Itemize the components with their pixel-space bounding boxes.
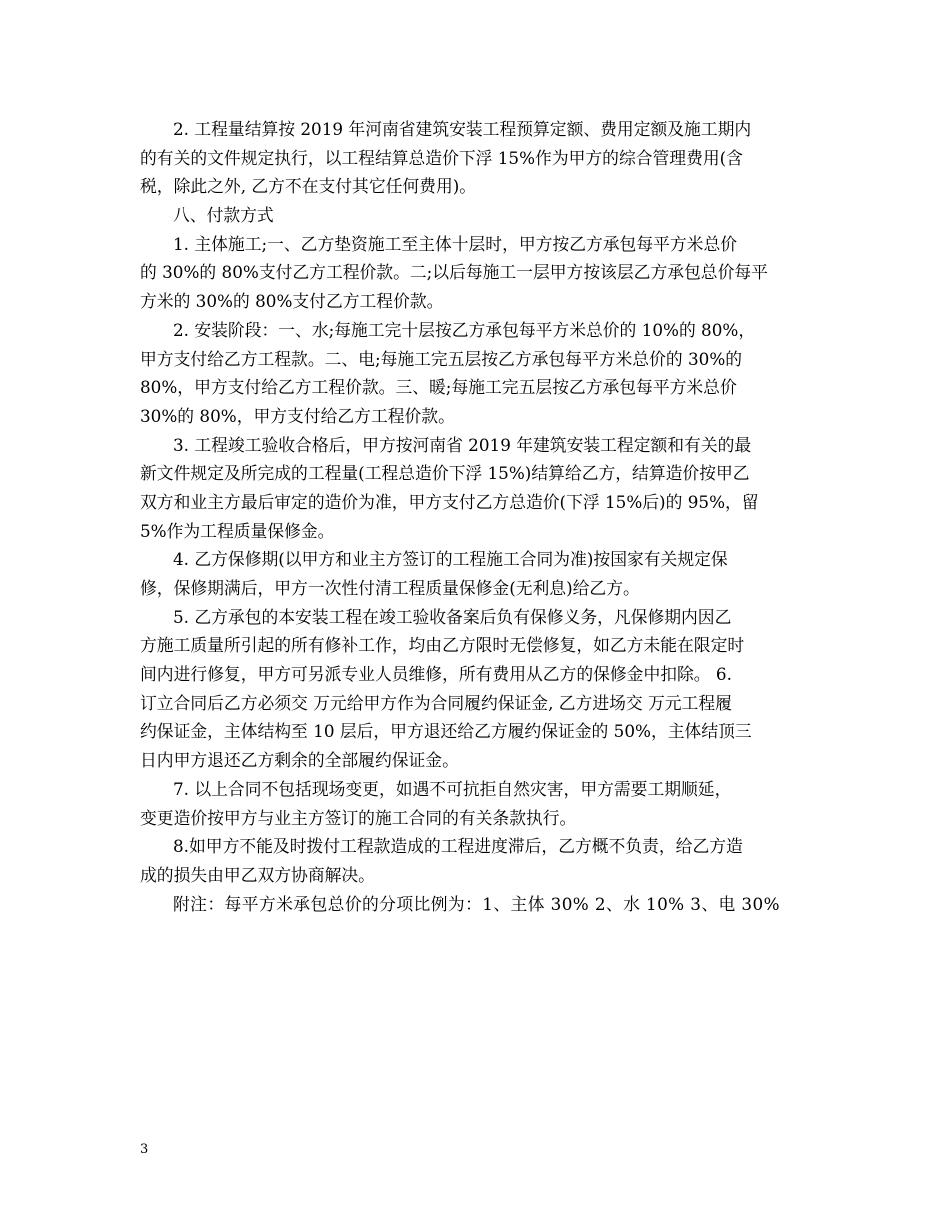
paragraph-line: 5%作为工程质量保修金。 xyxy=(140,520,335,541)
paragraph-line: 5. 乙方承包的本安装工程在竣工验收备案后负有保修义务，凡保修期内因乙 xyxy=(173,606,732,627)
paragraph-line: 3. 工程竣工验收合格后，甲方按河南省 2019 年建筑安装工程定额和有关的最 xyxy=(173,434,752,455)
paragraph-line: 4. 乙方保修期(以甲方和业主方签订的工程施工合同为准)按国家有关规定保 xyxy=(173,549,728,570)
paragraph-line: 30%的 80%，甲方支付给乙方工程价款。 xyxy=(140,405,455,426)
paragraph-line: 日内甲方退还乙方剩余的全部履约保证金。 xyxy=(140,750,459,771)
paragraph-line: 附注：每平方米承包总价的分项比例为：1、主体 30% 2、水 10% 3、电 30% xyxy=(173,893,780,914)
paragraph-line: 双方和业主方最后审定的造价为准，甲方支付乙方总造价(下浮 15%后)的 95%，留 xyxy=(140,491,759,512)
paragraph-line: 方施工质量所引起的所有修补工作，均由乙方限时无偿修复，如乙方未能在限定时 xyxy=(140,635,745,656)
paragraph-line: 8.如甲方不能及时拨付工程款造成的工程进度滞后，乙方概不负责，给乙方造 xyxy=(173,836,743,857)
paragraph-line: 方米的 30%的 80%支付乙方工程价款。 xyxy=(140,291,444,312)
paragraph-line: 7. 以上合同不包括现场变更，如遇不可抗拒自然灾害，甲方需要工期顺延， xyxy=(173,778,732,799)
paragraph-line: 订立合同后乙方必须交 万元给甲方作为合同履约保证金, 乙方进场交 万元工程履 xyxy=(140,692,732,713)
paragraph-line: 间内进行修复，甲方可另派专业人员维修，所有费用从乙方的保修金中扣除。 6. xyxy=(140,664,732,685)
paragraph-line: 新文件规定及所完成的工程量(工程总造价下浮 15%)结算给乙方，结算造价按甲乙 xyxy=(140,463,750,484)
paragraph-line: 80%，甲方支付给乙方工程价款。三、暖;每施工完五层按乙方承包每平方米总价 xyxy=(140,377,737,398)
paragraph-line: 成的损失由甲乙双方协商解决。 xyxy=(140,864,375,885)
paragraph-line: 约保证金，主体结构至 10 层后，甲方退还给乙方履约保证金的 50%，主体结顶三 xyxy=(140,721,752,742)
paragraph-line: 变更造价按甲方与业主方签订的施工合同的有关条款执行。 xyxy=(140,807,577,828)
document-body xyxy=(140,115,812,918)
paragraph-line: 修，保修期满后，甲方一次性付清工程质量保修金(无利息)给乙方。 xyxy=(140,578,640,598)
paragraph-line: 的 30%的 80%支付乙方工程价款。二;以后每施工一层甲方按该层乙方承包总价每平 xyxy=(140,262,768,283)
paragraph-line: 2. 安装阶段：一、水;每施工完十层按乙方承包每平方米总价的 10%的 80%， xyxy=(173,319,756,340)
page-number: 3 xyxy=(140,1142,149,1157)
section-heading: 八、付款方式 xyxy=(173,205,274,226)
paragraph-line: 1. 主体施工;一、乙方垫资施工至主体十层时，甲方按乙方承包每平方米总价 xyxy=(173,233,738,254)
paragraph-line: 2. 工程量结算按 2019 年河南省建筑安装工程预算定额、费用定额及施工期内 xyxy=(173,119,752,139)
paragraph-line: 甲方支付给乙方工程款。二、电;每施工完五层按乙方承包每平方米总价的 30%的 xyxy=(140,348,743,369)
paragraph-line: 税，除此之外, 乙方不在支付其它任何费用)。 xyxy=(140,176,477,197)
paragraph-line: 的有关的文件规定执行，以工程结算总造价下浮 15%作为甲方的综合管理费用(含 xyxy=(140,147,743,168)
